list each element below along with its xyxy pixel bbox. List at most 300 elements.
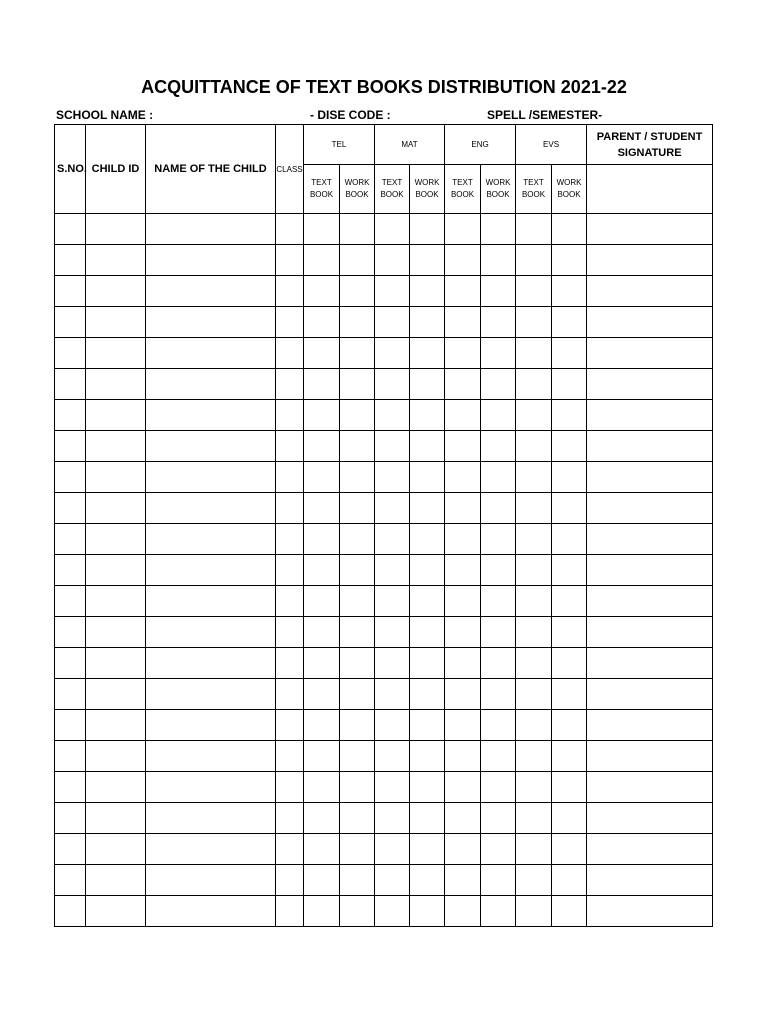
mat-work-book-cell[interactable] <box>410 586 445 617</box>
tel-work-book-cell[interactable] <box>340 741 375 772</box>
mat-text-book-cell[interactable] <box>375 772 410 803</box>
child-id-cell[interactable] <box>86 834 146 865</box>
evs-text-book-cell[interactable] <box>516 896 552 927</box>
evs-text-book-cell[interactable] <box>516 679 552 710</box>
tel-work-book-cell[interactable] <box>340 245 375 276</box>
evs-work-book-cell[interactable] <box>552 338 587 369</box>
child-id-cell[interactable] <box>86 245 146 276</box>
eng-work-book-cell[interactable] <box>481 679 516 710</box>
tel-text-book-cell[interactable] <box>304 369 340 400</box>
tel-work-book-cell[interactable] <box>340 338 375 369</box>
signature-cell[interactable] <box>587 617 713 648</box>
child-id-cell[interactable] <box>86 803 146 834</box>
tel-text-book-cell[interactable] <box>304 586 340 617</box>
eng-text-book-cell[interactable] <box>445 617 481 648</box>
sno-cell[interactable] <box>55 462 86 493</box>
evs-text-book-cell[interactable] <box>516 617 552 648</box>
signature-cell[interactable] <box>587 493 713 524</box>
sno-cell[interactable] <box>55 772 86 803</box>
tel-work-book-cell[interactable] <box>340 214 375 245</box>
tel-text-book-cell[interactable] <box>304 338 340 369</box>
tel-text-book-cell[interactable] <box>304 648 340 679</box>
evs-work-book-cell[interactable] <box>552 493 587 524</box>
evs-work-book-cell[interactable] <box>552 214 587 245</box>
class-cell[interactable] <box>276 834 304 865</box>
child-name-cell[interactable] <box>146 338 276 369</box>
tel-work-book-cell[interactable] <box>340 307 375 338</box>
tel-text-book-cell[interactable] <box>304 431 340 462</box>
mat-text-book-cell[interactable] <box>375 679 410 710</box>
child-name-cell[interactable] <box>146 276 276 307</box>
evs-work-book-cell[interactable] <box>552 648 587 679</box>
mat-text-book-cell[interactable] <box>375 214 410 245</box>
child-id-cell[interactable] <box>86 617 146 648</box>
tel-work-book-cell[interactable] <box>340 276 375 307</box>
eng-text-book-cell[interactable] <box>445 741 481 772</box>
eng-text-book-cell[interactable] <box>445 338 481 369</box>
signature-cell[interactable] <box>587 834 713 865</box>
mat-work-book-cell[interactable] <box>410 245 445 276</box>
eng-text-book-cell[interactable] <box>445 586 481 617</box>
tel-work-book-cell[interactable] <box>340 400 375 431</box>
evs-text-book-cell[interactable] <box>516 214 552 245</box>
mat-text-book-cell[interactable] <box>375 524 410 555</box>
evs-work-book-cell[interactable] <box>552 896 587 927</box>
child-name-cell[interactable] <box>146 214 276 245</box>
child-name-cell[interactable] <box>146 586 276 617</box>
child-name-cell[interactable] <box>146 865 276 896</box>
evs-work-book-cell[interactable] <box>552 586 587 617</box>
sno-cell[interactable] <box>55 524 86 555</box>
class-cell[interactable] <box>276 679 304 710</box>
evs-work-book-cell[interactable] <box>552 245 587 276</box>
eng-text-book-cell[interactable] <box>445 555 481 586</box>
eng-text-book-cell[interactable] <box>445 462 481 493</box>
class-cell[interactable] <box>276 214 304 245</box>
mat-text-book-cell[interactable] <box>375 865 410 896</box>
mat-text-book-cell[interactable] <box>375 617 410 648</box>
child-name-cell[interactable] <box>146 772 276 803</box>
child-id-cell[interactable] <box>86 431 146 462</box>
tel-text-book-cell[interactable] <box>304 834 340 865</box>
eng-work-book-cell[interactable] <box>481 648 516 679</box>
mat-work-book-cell[interactable] <box>410 400 445 431</box>
child-name-cell[interactable] <box>146 524 276 555</box>
signature-cell[interactable] <box>587 431 713 462</box>
signature-cell[interactable] <box>587 772 713 803</box>
tel-text-book-cell[interactable] <box>304 276 340 307</box>
signature-cell[interactable] <box>587 276 713 307</box>
sno-cell[interactable] <box>55 245 86 276</box>
eng-work-book-cell[interactable] <box>481 865 516 896</box>
evs-work-book-cell[interactable] <box>552 679 587 710</box>
child-name-cell[interactable] <box>146 617 276 648</box>
class-cell[interactable] <box>276 400 304 431</box>
eng-work-book-cell[interactable] <box>481 834 516 865</box>
eng-text-book-cell[interactable] <box>445 772 481 803</box>
tel-text-book-cell[interactable] <box>304 524 340 555</box>
tel-text-book-cell[interactable] <box>304 245 340 276</box>
evs-work-book-cell[interactable] <box>552 865 587 896</box>
subheader-work-book: WORK BOOK <box>552 165 587 214</box>
evs-text-book-cell[interactable] <box>516 338 552 369</box>
signature-cell[interactable] <box>587 803 713 834</box>
signature-cell[interactable] <box>587 524 713 555</box>
tel-work-book-cell[interactable] <box>340 710 375 741</box>
sno-cell[interactable] <box>55 617 86 648</box>
mat-text-book-cell[interactable] <box>375 245 410 276</box>
child-id-cell[interactable] <box>86 741 146 772</box>
eng-text-book-cell[interactable] <box>445 710 481 741</box>
tel-work-book-cell[interactable] <box>340 524 375 555</box>
tel-work-book-cell[interactable] <box>340 896 375 927</box>
tel-work-book-cell[interactable] <box>340 431 375 462</box>
mat-work-book-cell[interactable] <box>410 369 445 400</box>
eng-work-book-cell[interactable] <box>481 400 516 431</box>
eng-work-book-cell[interactable] <box>481 431 516 462</box>
signature-cell[interactable] <box>587 214 713 245</box>
eng-text-book-cell[interactable] <box>445 648 481 679</box>
mat-work-book-cell[interactable] <box>410 896 445 927</box>
mat-work-book-cell[interactable] <box>410 276 445 307</box>
child-name-cell[interactable] <box>146 710 276 741</box>
mat-text-book-cell[interactable] <box>375 462 410 493</box>
class-cell[interactable] <box>276 586 304 617</box>
child-name-cell[interactable] <box>146 431 276 462</box>
child-name-cell[interactable] <box>146 803 276 834</box>
eng-work-book-cell[interactable] <box>481 896 516 927</box>
signature-cell[interactable] <box>587 338 713 369</box>
mat-work-book-cell[interactable] <box>410 617 445 648</box>
tel-text-book-cell[interactable] <box>304 710 340 741</box>
mat-work-book-cell[interactable] <box>410 679 445 710</box>
child-id-cell[interactable] <box>86 648 146 679</box>
sno-cell[interactable] <box>55 741 86 772</box>
mat-work-book-cell[interactable] <box>410 710 445 741</box>
signature-cell[interactable] <box>587 307 713 338</box>
child-name-cell[interactable] <box>146 741 276 772</box>
evs-text-book-cell[interactable] <box>516 648 552 679</box>
mat-text-book-cell[interactable] <box>375 555 410 586</box>
eng-work-book-cell[interactable] <box>481 307 516 338</box>
mat-text-book-cell[interactable] <box>375 834 410 865</box>
signature-cell[interactable] <box>587 710 713 741</box>
eng-work-book-cell[interactable] <box>481 276 516 307</box>
sno-cell[interactable] <box>55 710 86 741</box>
child-id-cell[interactable] <box>86 710 146 741</box>
tel-work-book-cell[interactable] <box>340 369 375 400</box>
tel-work-book-cell[interactable] <box>340 865 375 896</box>
eng-work-book-cell[interactable] <box>481 245 516 276</box>
class-cell[interactable] <box>276 648 304 679</box>
child-id-cell[interactable] <box>86 772 146 803</box>
child-name-cell[interactable] <box>146 462 276 493</box>
mat-work-book-cell[interactable] <box>410 741 445 772</box>
tel-text-book-cell[interactable] <box>304 462 340 493</box>
class-cell[interactable] <box>276 617 304 648</box>
mat-text-book-cell[interactable] <box>375 648 410 679</box>
sno-cell[interactable] <box>55 369 86 400</box>
class-cell[interactable] <box>276 524 304 555</box>
child-id-cell[interactable] <box>86 462 146 493</box>
child-id-cell[interactable] <box>86 400 146 431</box>
sno-cell[interactable] <box>55 803 86 834</box>
evs-work-book-cell[interactable] <box>552 431 587 462</box>
eng-text-book-cell[interactable] <box>445 369 481 400</box>
class-cell[interactable] <box>276 307 304 338</box>
mat-work-book-cell[interactable] <box>410 524 445 555</box>
mat-work-book-cell[interactable] <box>410 338 445 369</box>
evs-text-book-cell[interactable] <box>516 307 552 338</box>
eng-work-book-cell[interactable] <box>481 741 516 772</box>
mat-work-book-cell[interactable] <box>410 555 445 586</box>
child-id-cell[interactable] <box>86 338 146 369</box>
mat-text-book-cell[interactable] <box>375 710 410 741</box>
mat-text-book-cell[interactable] <box>375 493 410 524</box>
eng-work-book-cell[interactable] <box>481 617 516 648</box>
class-cell[interactable] <box>276 276 304 307</box>
evs-work-book-cell[interactable] <box>552 400 587 431</box>
child-id-cell[interactable] <box>86 586 146 617</box>
evs-text-book-cell[interactable] <box>516 462 552 493</box>
evs-work-book-cell[interactable] <box>552 555 587 586</box>
evs-text-book-cell[interactable] <box>516 276 552 307</box>
evs-work-book-cell[interactable] <box>552 617 587 648</box>
eng-work-book-cell[interactable] <box>481 214 516 245</box>
evs-text-book-cell[interactable] <box>516 555 552 586</box>
signature-cell[interactable] <box>587 648 713 679</box>
tel-text-book-cell[interactable] <box>304 493 340 524</box>
tel-work-book-cell[interactable] <box>340 586 375 617</box>
child-id-cell[interactable] <box>86 896 146 927</box>
tel-text-book-cell[interactable] <box>304 214 340 245</box>
evs-text-book-cell[interactable] <box>516 865 552 896</box>
eng-text-book-cell[interactable] <box>445 431 481 462</box>
evs-text-book-cell[interactable] <box>516 400 552 431</box>
tel-text-book-cell[interactable] <box>304 555 340 586</box>
evs-work-book-cell[interactable] <box>552 369 587 400</box>
tel-work-book-cell[interactable] <box>340 834 375 865</box>
sno-cell[interactable] <box>55 679 86 710</box>
mat-work-book-cell[interactable] <box>410 865 445 896</box>
mat-text-book-cell[interactable] <box>375 400 410 431</box>
eng-text-book-cell[interactable] <box>445 834 481 865</box>
signature-cell[interactable] <box>587 555 713 586</box>
class-cell[interactable] <box>276 431 304 462</box>
mat-text-book-cell[interactable] <box>375 803 410 834</box>
evs-text-book-cell[interactable] <box>516 586 552 617</box>
mat-text-book-cell[interactable] <box>375 276 410 307</box>
child-id-cell[interactable] <box>86 524 146 555</box>
sno-cell[interactable] <box>55 338 86 369</box>
class-cell[interactable] <box>276 896 304 927</box>
class-cell[interactable] <box>276 772 304 803</box>
class-cell[interactable] <box>276 369 304 400</box>
eng-text-book-cell[interactable] <box>445 493 481 524</box>
class-cell[interactable] <box>276 710 304 741</box>
eng-text-book-cell[interactable] <box>445 896 481 927</box>
eng-work-book-cell[interactable] <box>481 369 516 400</box>
class-cell[interactable] <box>276 803 304 834</box>
class-cell[interactable] <box>276 555 304 586</box>
sno-cell[interactable] <box>55 586 86 617</box>
child-id-cell[interactable] <box>86 555 146 586</box>
mat-text-book-cell[interactable] <box>375 586 410 617</box>
mat-work-book-cell[interactable] <box>410 307 445 338</box>
eng-work-book-cell[interactable] <box>481 338 516 369</box>
signature-cell[interactable] <box>587 245 713 276</box>
sno-cell[interactable] <box>55 214 86 245</box>
tel-text-book-cell[interactable] <box>304 865 340 896</box>
tel-text-book-cell[interactable] <box>304 400 340 431</box>
mat-text-book-cell[interactable] <box>375 431 410 462</box>
signature-cell[interactable] <box>587 896 713 927</box>
evs-text-book-cell[interactable] <box>516 369 552 400</box>
sno-cell[interactable] <box>55 276 86 307</box>
child-name-cell[interactable] <box>146 400 276 431</box>
mat-work-book-cell[interactable] <box>410 493 445 524</box>
mat-text-book-cell[interactable] <box>375 307 410 338</box>
mat-work-book-cell[interactable] <box>410 803 445 834</box>
signature-cell[interactable] <box>587 400 713 431</box>
evs-work-book-cell[interactable] <box>552 803 587 834</box>
child-name-cell[interactable] <box>146 307 276 338</box>
tel-text-book-cell[interactable] <box>304 307 340 338</box>
child-id-cell[interactable] <box>86 679 146 710</box>
signature-cell[interactable] <box>587 865 713 896</box>
evs-text-book-cell[interactable] <box>516 431 552 462</box>
tel-work-book-cell[interactable] <box>340 679 375 710</box>
sno-cell[interactable] <box>55 431 86 462</box>
signature-cell[interactable] <box>587 741 713 772</box>
eng-work-book-cell[interactable] <box>481 586 516 617</box>
evs-text-book-cell[interactable] <box>516 803 552 834</box>
class-cell[interactable] <box>276 741 304 772</box>
tel-text-book-cell[interactable] <box>304 896 340 927</box>
child-id-cell[interactable] <box>86 307 146 338</box>
class-cell[interactable] <box>276 865 304 896</box>
evs-work-book-cell[interactable] <box>552 772 587 803</box>
sno-cell[interactable] <box>55 555 86 586</box>
signature-cell[interactable] <box>587 679 713 710</box>
eng-work-book-cell[interactable] <box>481 772 516 803</box>
sno-cell[interactable] <box>55 493 86 524</box>
tel-work-book-cell[interactable] <box>340 648 375 679</box>
evs-work-book-cell[interactable] <box>552 834 587 865</box>
mat-work-book-cell[interactable] <box>410 648 445 679</box>
mat-text-book-cell[interactable] <box>375 338 410 369</box>
mat-work-book-cell[interactable] <box>410 834 445 865</box>
eng-text-book-cell[interactable] <box>445 214 481 245</box>
tel-work-book-cell[interactable] <box>340 617 375 648</box>
evs-work-book-cell[interactable] <box>552 462 587 493</box>
child-name-cell[interactable] <box>146 834 276 865</box>
class-cell[interactable] <box>276 338 304 369</box>
sno-cell[interactable] <box>55 896 86 927</box>
child-name-cell[interactable] <box>146 648 276 679</box>
evs-work-book-cell[interactable] <box>552 524 587 555</box>
mat-text-book-cell[interactable] <box>375 741 410 772</box>
mat-text-book-cell[interactable] <box>375 896 410 927</box>
child-id-cell[interactable] <box>86 214 146 245</box>
evs-work-book-cell[interactable] <box>552 307 587 338</box>
evs-text-book-cell[interactable] <box>516 710 552 741</box>
class-cell[interactable] <box>276 493 304 524</box>
evs-text-book-cell[interactable] <box>516 524 552 555</box>
evs-text-book-cell[interactable] <box>516 772 552 803</box>
mat-text-book-cell[interactable] <box>375 369 410 400</box>
sno-cell[interactable] <box>55 648 86 679</box>
eng-work-book-cell[interactable] <box>481 555 516 586</box>
tel-text-book-cell[interactable] <box>304 803 340 834</box>
tel-work-book-cell[interactable] <box>340 555 375 586</box>
tel-text-book-cell[interactable] <box>304 772 340 803</box>
tel-work-book-cell[interactable] <box>340 772 375 803</box>
mat-work-book-cell[interactable] <box>410 431 445 462</box>
tel-text-book-cell[interactable] <box>304 741 340 772</box>
tel-work-book-cell[interactable] <box>340 803 375 834</box>
mat-work-book-cell[interactable] <box>410 462 445 493</box>
class-cell[interactable] <box>276 245 304 276</box>
evs-text-book-cell[interactable] <box>516 493 552 524</box>
class-cell[interactable] <box>276 462 304 493</box>
sno-cell[interactable] <box>55 834 86 865</box>
eng-work-book-cell[interactable] <box>481 462 516 493</box>
evs-work-book-cell[interactable] <box>552 710 587 741</box>
tel-work-book-cell[interactable] <box>340 462 375 493</box>
evs-work-book-cell[interactable] <box>552 276 587 307</box>
eng-text-book-cell[interactable] <box>445 524 481 555</box>
eng-work-book-cell[interactable] <box>481 493 516 524</box>
child-name-cell[interactable] <box>146 245 276 276</box>
child-id-cell[interactable] <box>86 865 146 896</box>
eng-text-book-cell[interactable] <box>445 307 481 338</box>
eng-text-book-cell[interactable] <box>445 245 481 276</box>
tel-text-book-cell[interactable] <box>304 617 340 648</box>
eng-text-book-cell[interactable] <box>445 803 481 834</box>
evs-text-book-cell[interactable] <box>516 834 552 865</box>
signature-cell[interactable] <box>587 462 713 493</box>
child-name-cell[interactable] <box>146 555 276 586</box>
child-id-cell[interactable] <box>86 276 146 307</box>
sno-cell[interactable] <box>55 865 86 896</box>
mat-work-book-cell[interactable] <box>410 772 445 803</box>
eng-text-book-cell[interactable] <box>445 865 481 896</box>
signature-cell[interactable] <box>587 369 713 400</box>
signature-cell[interactable] <box>587 586 713 617</box>
child-id-cell[interactable] <box>86 369 146 400</box>
eng-work-book-cell[interactable] <box>481 710 516 741</box>
tel-work-book-cell[interactable] <box>340 493 375 524</box>
evs-work-book-cell[interactable] <box>552 741 587 772</box>
child-name-cell[interactable] <box>146 679 276 710</box>
eng-text-book-cell[interactable] <box>445 679 481 710</box>
eng-work-book-cell[interactable] <box>481 803 516 834</box>
child-name-cell[interactable] <box>146 493 276 524</box>
evs-text-book-cell[interactable] <box>516 245 552 276</box>
child-id-cell[interactable] <box>86 493 146 524</box>
eng-work-book-cell[interactable] <box>481 524 516 555</box>
sno-cell[interactable] <box>55 307 86 338</box>
evs-text-book-cell[interactable] <box>516 741 552 772</box>
eng-text-book-cell[interactable] <box>445 400 481 431</box>
eng-text-book-cell[interactable] <box>445 276 481 307</box>
sno-cell[interactable] <box>55 400 86 431</box>
tel-text-book-cell[interactable] <box>304 679 340 710</box>
child-name-cell[interactable] <box>146 369 276 400</box>
child-name-cell[interactable] <box>146 896 276 927</box>
mat-work-book-cell[interactable] <box>410 214 445 245</box>
